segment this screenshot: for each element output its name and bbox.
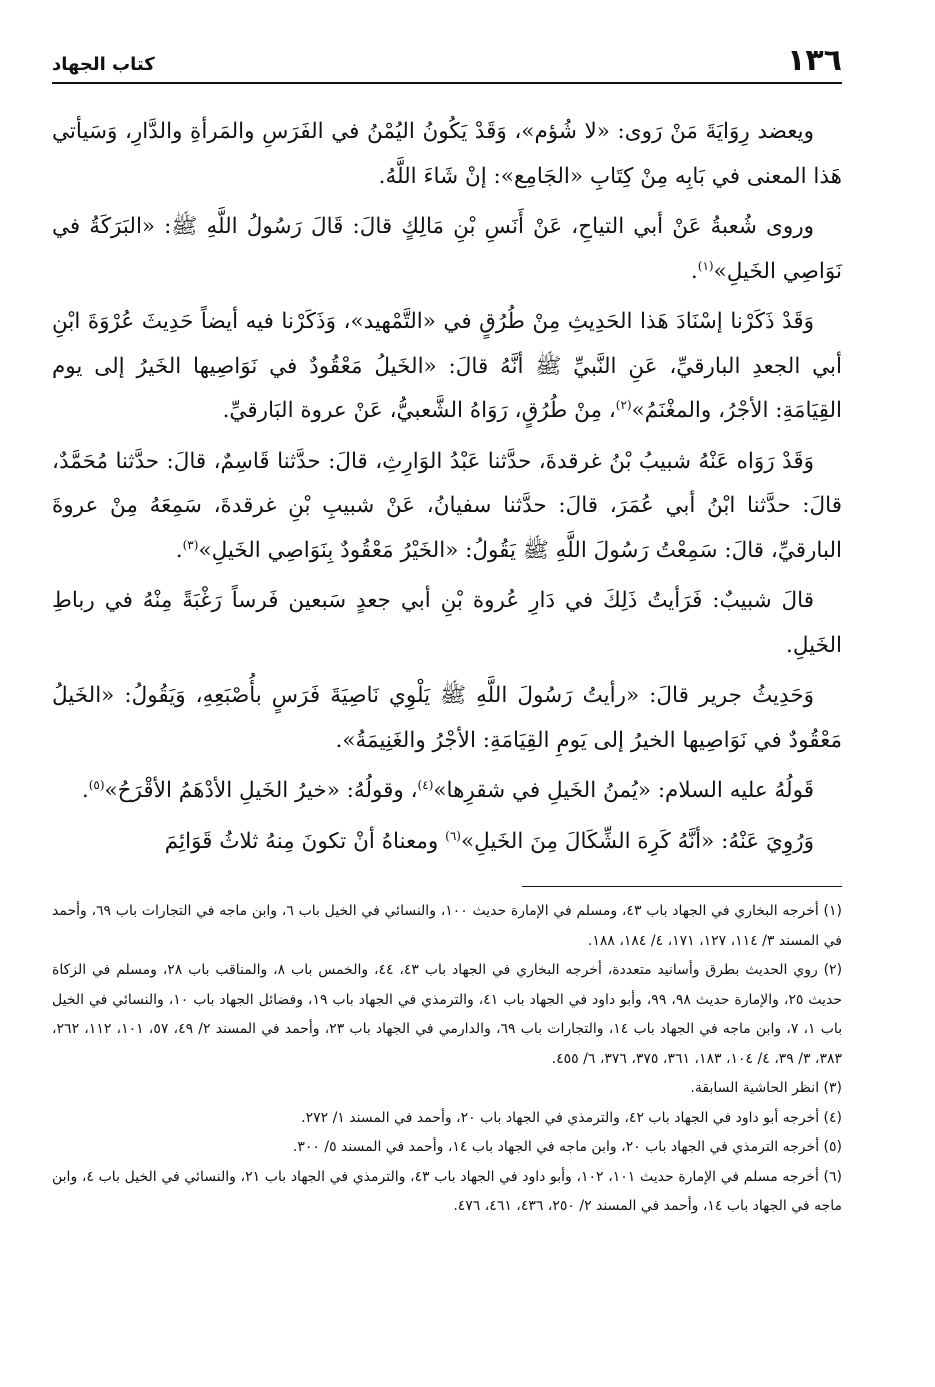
paragraph-text: قالَ شبيبٌ: فَرَأيتُ ذَلِكَ في دَارِ عُروة بْنِ أبي جعدٍ سَبعين فَرساً رَغْبَةً مِنْهُ في رباطِ الخَيلِ.	[52, 588, 842, 658]
paragraph-text: قَولُهُ عليه السلام: «يُمنُ الخَيلِ في شقرِها»	[433, 778, 814, 803]
paragraph-text: وَقَدْ ذَكَرْنا إسْنَادَ هَذا الحَدِيثِ مِنْ طُرُقٍ في «التَّمْهيد»، وَذَكَرْنا فيه أيضاً حَدِيثَ عُرْوَةَ ابْنِ أبي الجعدِ البارقيِّ، عَنِ النَّبيِّ ﷺ أنَّهُ قالَ: «الخَيلُ مَعْقُودٌ في نَوَاصِيها الخَيرُ إلى يوم القِيَامَةِ: الأجْرُ، والمغْنَمُ»	[52, 309, 842, 423]
paragraph	[52, 110, 842, 199]
paragraph-text: وَحَدِيثُ جرير قالَ: «رأيتُ رَسُولَ اللَّهِ ﷺ يَلْوِي نَاصِيَةَ فَرَسٍ بأُصْبَعِهِ، وَيَقُولُ: «الخَيلُ مَعْقُودٌ في نَوَاصِيها الخيرُ إلى يَومِ القِيَامَةِ: الأجْرُ والغَنِيمَةُ».	[52, 683, 842, 753]
book-page	[52, 38, 842, 1368]
page-header	[52, 38, 842, 84]
paragraph	[52, 300, 842, 434]
footnote-ref[interactable]: (٥)	[88, 777, 105, 792]
paragraph-text-tail: .	[81, 778, 89, 803]
paragraph-text-tail: ، مِنْ طُرُقٍ، رَوَاهُ الشَّعبيُّ، عَنْ عروة البَارقيِّ.	[222, 398, 616, 423]
footnote-divider	[522, 886, 842, 887]
page-number: ١٣٦	[787, 43, 842, 78]
footnote-item: (٥) أخرجه الترمذي في الجهاد باب ٢٠، وابن ماجه في الجهاد باب ١٤، وأحمد في المسند ٥/ ٣٠٠.	[292, 1139, 842, 1155]
paragraph-text-tail: ومعناهُ أنْ تكونَ مِنهُ ثلاثُ قَوَائِمَ	[164, 828, 446, 854]
paragraph-text: وروى شُعبةُ عَنْ أبي التياحِ، عَنْ أَنَسِ بْنِ مَالِكٍ قالَ: قَالَ رَسُولُ اللَّهِ ﷺ: «البَرَكَةُ في نَوَاصِي الخَيلِ»	[52, 214, 842, 284]
main-text	[52, 110, 842, 864]
footnote-item: (٢) روي الحديث بطرق وأسانيد متعددة، أخرجه البخاري في الجهاد باب ٤٣، ٤٤، والخمس باب ٨، والمناقب باب ٢٨، ومسلم في الزكاة حديث ٢٥، والإمارة حديث ٩٨، ٩٩، وأبو داود في الجهاد باب ٤١، والترمذي في الجهاد باب ١٩، وفضائل الجهاد باب ١٠، والنسائي في الخيل باب ١، ٧، وابن ماجه في الجهاد باب ١٤، والتجارات باب ٦٩، والدارمي في الجهاد باب ٢٣، وأحمد في المسند ٢/ ٤٩، ٥٧، ١٠١، ١١٢، ٢٦٢، ٣٨٣، ٣/ ٣٩، ٤/ ١٠٤، ١٨٣، ٣٦١، ٣٧٥، ٣٧٦، ٦/ ٤٥٥.	[52, 962, 843, 1067]
paragraph-text-tail: .	[690, 258, 698, 284]
paragraph	[52, 820, 842, 865]
footnote-ref[interactable]: (٣)	[182, 537, 199, 552]
footnote-item: (٤) أخرجه أبو داود في الجهاد باب ٤٢، والترمذي في الجهاد باب ٢٠، وأحمد في المسند ١/ ٢٧٢.	[301, 1109, 842, 1126]
book-title: كتاب الجهاد	[52, 54, 155, 75]
footnote-item: (٣) انظر الحاشية السابقة.	[690, 1080, 842, 1096]
paragraph	[52, 205, 842, 294]
paragraph-text: وَرُوِيَ عَنْهُ: «أنَّهُ كَرِهَ الشِّكَالَ مِنَ الخَيلِ»	[460, 828, 814, 854]
footnote-item: (١) أخرجه البخاري في الجهاد باب ٤٣، ومسلم في الإمارة حديث ١٠٠، والنسائي في الخيل باب ٦، وابن ماجه في التجارات باب ٦٩، وأحمد في المسند ٣/ ١١٤، ١٢٧، ١٧١، ٤/ ١٨٤، ١٨٨.	[52, 903, 843, 949]
footnotes	[52, 897, 842, 1222]
footnote-ref[interactable]: (٦)	[445, 828, 461, 843]
paragraph	[52, 440, 842, 574]
paragraph-text: ويعضد رِوَايَةَ مَنْ رَوى: «لا شُؤم»، وَقَدْ يَكُونُ اليُمْنُ في الفَرَسِ والمَرأةِ والدَّارِ، وَسَيأتي هَذا المعنى في بَابِه مِنْ كِتَابِ «الجَامِع»: إنْ شَاءَ اللَّهُ.	[52, 119, 842, 189]
footnote-item: (٦) أخرجه مسلم في الإمارة حديث ١٠١، ١٠٢، وأبو داود في الجهاد باب ٤٣، والترمذي في الجهاد باب ٢١، والنسائي في الخيل باب ٤، وابن ماجه في الجهاد باب ١٤، وأحمد في المسند ٢/ ٢٥٠، ٤٣٦، ٤٦١، ٤٧٦.	[52, 1168, 843, 1214]
paragraph	[52, 674, 842, 763]
footnote-ref[interactable]: (١)	[697, 258, 714, 273]
paragraph-text-tail: ، وقولُهُ: «خيرُ الخَيلِ الأدْهَمُ الأقْرَحُ»	[104, 778, 418, 803]
paragraph	[52, 769, 842, 814]
paragraph-text: وَقَدْ رَوَاه عَنْهُ شبيبُ بْنُ غرقدةَ، حدَّثنا عَبْدُ الوَارِثِ، قالَ: حدَّثنا قَاسِمٌ، قالَ: حدَّثنا مُحَمَّدٌ، قالَ: حدَّثنا ابْنُ أبي عُمَرَ، قالَ: حدَّثنا سفيانُ، عَنْ شبيبِ بْنِ غرقدةَ، سَمِعَهُ مِنْ عروةَ البارقيِّ، قالَ: سَمِعْتُ رَسُولَ اللَّهِ ﷺ يَقُولُ: «الخَيْرُ مَعْقُودٌ بِنَوَاصِي الخَيلِ»	[52, 448, 842, 563]
footnote-ref[interactable]: (٢)	[615, 397, 632, 412]
footnote-ref[interactable]: (٤)	[417, 777, 434, 792]
paragraph-text-tail: .	[175, 537, 183, 563]
paragraph	[52, 579, 842, 668]
